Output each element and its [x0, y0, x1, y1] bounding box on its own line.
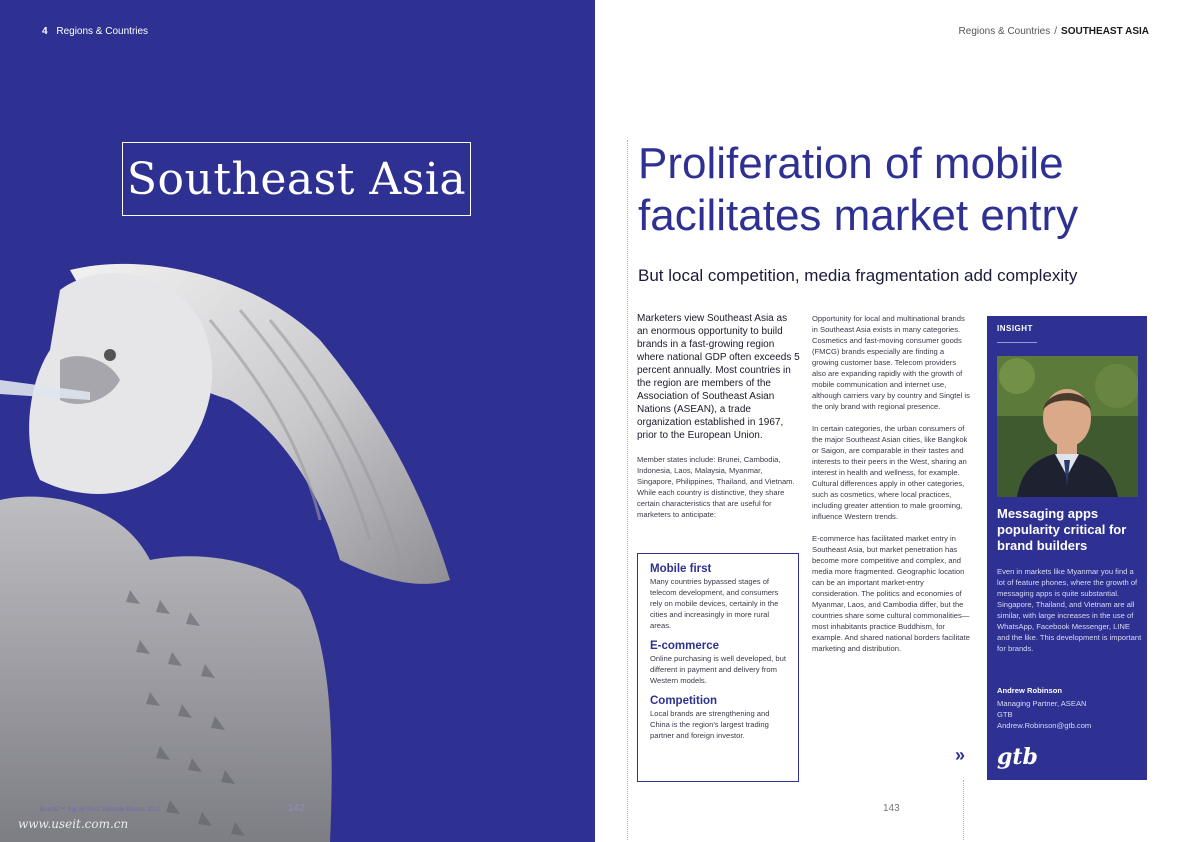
insight-divider: [997, 342, 1037, 343]
left-page-number: 142: [288, 803, 305, 814]
breadcrumb-separator: /: [1054, 26, 1058, 37]
insight-author-role: Managing Partner, ASEAN: [997, 699, 1087, 708]
section-title-box: [122, 142, 471, 216]
characteristic-title: Mobile first: [650, 563, 712, 575]
right-page: [595, 0, 1191, 842]
left-page-header-number: 4: [42, 26, 48, 37]
insight-author-name: Andrew Robinson: [997, 686, 1062, 695]
left-page: [0, 0, 595, 842]
characteristic-item: [650, 695, 798, 741]
column-two: [812, 313, 972, 665]
left-page-header-section: Regions & Countries: [56, 26, 149, 37]
characteristic-text: Online purchasing is well developed, but different in payment and delivery from Western models.: [650, 654, 786, 685]
breadcrumb-current: SOUTHEAST ASIA: [1061, 26, 1149, 37]
insight-panel: [987, 316, 1147, 780]
gtb-logo: gtb: [997, 744, 1038, 770]
article-headline: Proliferation of mobile facilitates market entry: [638, 139, 1079, 240]
body-paragraph: E-commerce has facilitated market entry in Southeast Asia, but market penetration has become more competitive and complex, and media more fragmented. Geographic location can be an important market-entry consideration. The politics and economies of Myanmar, Laos, and Cambodia differ, but the countries share some cultural commonalities—most inhabitants practice Buddhism, for example. And shared national borders facilitate marketing and distribution.: [812, 534, 970, 653]
continue-arrows-icon: »: [955, 745, 966, 765]
article-subheadline: But local competition, media fragmentation add complexity: [638, 266, 1078, 285]
body-paragraph: In certain categories, the urban consumers of the major Southeast Asian cities, like Bangkok or Saigon, are comparable in their tastes and interests to their peers in the West, sharing an interest in health and wellness, for example. Cultural differences apply in other categories, such as cosmetics, where local practices, including greater attention to male grooming, influence Western trends.: [812, 424, 968, 521]
insight-author-details: [997, 698, 1142, 731]
insight-quote: Even in markets like Myanmar you find a lot of feature phones, where the growth of messaging apps is quite substantial. Singapore, Thailand, and Vietnam are all similar, with large increases in the use of WhatsApp, Facebook Messenger, LINE and the like. This development is important for brands.: [997, 567, 1142, 653]
characteristic-item: [650, 563, 798, 631]
right-page-header: [959, 26, 1149, 37]
insight-label: INSIGHT: [997, 324, 1033, 333]
members-paragraph: Member states include: Brunei, Cambodia, Indonesia, Laos, Malaysia, Myanmar, Singapore, Philippines, Thailand, and Vietnam. While each country is distinctive, they share certain characteristics that are useful for marketers to anticipate:: [637, 455, 795, 519]
characteristic-title: E-commerce: [650, 640, 720, 652]
characteristic-title: Competition: [650, 695, 718, 707]
right-page-number: 143: [883, 803, 900, 814]
intro-paragraph: Marketers view Southeast Asia as an enormous opportunity to build brands in a fast-growing region where national GDP often exceeds 5 percent annually. Most countries in the region are members of the Association of Southeast Asian Nations (ASEAN), a trade organization established in 1967, prior to the European Union.: [637, 313, 800, 441]
breadcrumb-section: Regions & Countries: [958, 26, 1051, 37]
section-title: Southeast Asia: [126, 153, 467, 205]
dotted-divider-left: [627, 140, 628, 840]
characteristic-item: [650, 640, 798, 686]
watermark: www.useit.com.cn: [18, 817, 129, 831]
portrait-photo: [997, 356, 1138, 497]
column-one: [637, 312, 800, 520]
insight-title: Messaging apps popularity critical for brand builders: [997, 506, 1127, 553]
left-page-footer: BrandZ™ Top 50 Most Valuable Brands 2017: [40, 807, 161, 813]
merlion-statue-image: [0, 260, 595, 842]
characteristic-text: Local brands are strengthening and China is the region's largest trading partner and foreign investor.: [650, 709, 770, 740]
characteristic-text: Many countries bypassed stages of telecom development, and consumers rely on mobile devices, certainly in the cities and increasingly in more rural areas.: [650, 577, 779, 630]
characteristics-box: [637, 553, 799, 782]
dotted-divider-right: [963, 780, 964, 840]
left-page-header: [42, 26, 148, 37]
body-paragraph: Opportunity for local and multinational brands in Southeast Asia exists in many categories. Cosmetics and fast-moving consumer goods (FMCG) brands especially are finding a growing customer base. Telecom providers also are expanding rapidly with the growth of mobile communication and internet use, although carriers vary by country and Singtel is the only brand with regional presence.: [812, 314, 970, 411]
insight-author-company: GTB: [997, 710, 1013, 719]
insight-author-email[interactable]: Andrew.Robinson@gtb.com: [997, 721, 1092, 730]
